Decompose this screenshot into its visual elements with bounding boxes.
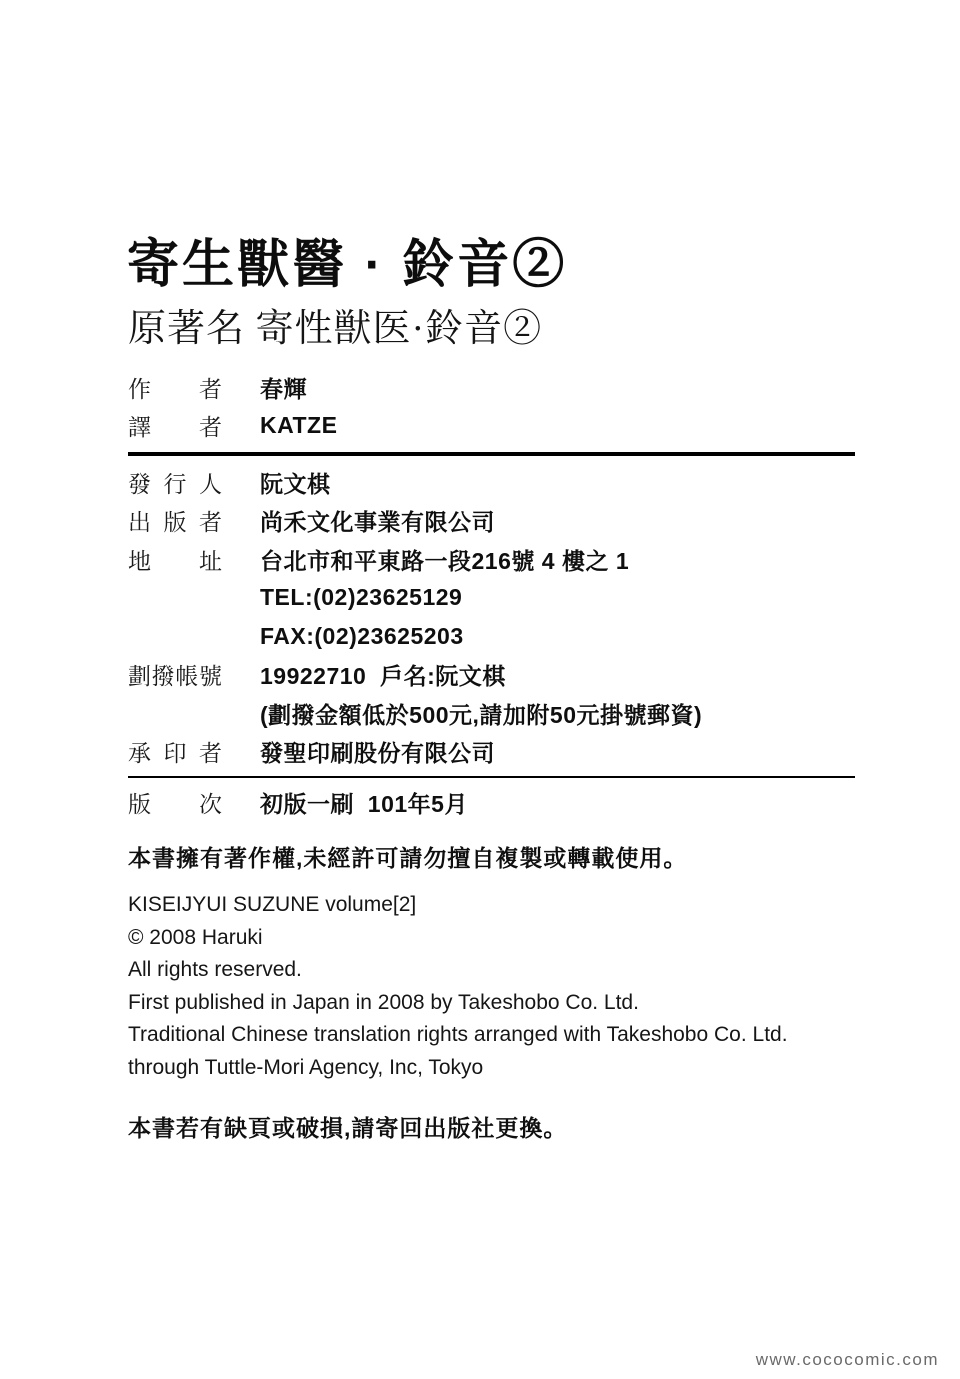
field-label: 發 行 人 — [128, 470, 222, 497]
copyright-line-first-published: First published in Japan in 2008 by Takeshobo Co. Ltd. — [128, 990, 639, 1014]
colophon-row-translator — [128, 407, 855, 446]
field-value: 初版一刷 101年5月 — [260, 790, 468, 817]
colophon-row-author — [128, 368, 855, 407]
colophon-row-printer — [128, 733, 855, 772]
field-value: (劃撥金額低於500元,請加附50元掛號郵資) — [260, 701, 703, 728]
copyright-line-title: KISEIJYUI SUZUNE volume[2] — [128, 893, 417, 916]
colophon-row-publishing-company — [128, 502, 855, 541]
book-title: 寄生獸醫 · 鈴音② — [127, 236, 568, 294]
field-value: KATZE — [260, 412, 338, 439]
field-value: 19922710 戶名:阮文棋 — [260, 663, 506, 690]
copyright-line-rights: All rights reserved. — [128, 958, 302, 981]
copyright-line-translation-rights: Traditional Chinese translation rights arranged with Takeshobo Co. Ltd. — [128, 1023, 788, 1046]
copyright-block — [128, 840, 888, 1084]
colophon-row-edition — [128, 783, 855, 822]
colophon-row-tel — [128, 579, 855, 618]
field-value: 發聖印刷股份有限公司 — [260, 740, 495, 767]
copyright-line-year: © 2008 Haruki — [128, 925, 263, 949]
field-value: 尚禾文化事業有限公司 — [260, 509, 495, 536]
colophon-row-postal-account — [128, 656, 855, 695]
field-label: 地 址 — [128, 547, 222, 574]
colophon-row-fax — [128, 617, 855, 656]
colophon-table — [128, 368, 855, 822]
colophon-row-address — [128, 540, 855, 579]
field-label: 出 版 者 — [128, 509, 222, 536]
divider-rule-bottom — [128, 776, 855, 778]
replacement-notice-zh: 本書若有缺頁或破損,請寄回出版社更換。 — [128, 1115, 568, 1141]
original-title: 原著名 寄性獣医·鈴音② — [128, 308, 543, 350]
copyright-statement-zh: 本書擁有著作權,未經許可請勿擅自複製或轉載使用。 — [128, 845, 688, 871]
field-value: 台北市和平東路一段216號 4 樓之 1 — [260, 547, 630, 574]
field-value: 春輝 — [260, 375, 307, 402]
field-value: 阮文棋 — [260, 470, 331, 497]
field-label: 譯 者 — [128, 414, 222, 441]
field-label: 作 者 — [128, 375, 222, 402]
field-value: TEL:(02)23625129 — [260, 584, 463, 611]
colophon-row-postal-note — [128, 694, 855, 733]
website-watermark: www.cococomic.com — [755, 1350, 939, 1369]
copyright-line-agency: through Tuttle-Mori Agency, Inc, Tokyo — [128, 1055, 484, 1079]
field-value: FAX:(02)23625203 — [260, 622, 464, 649]
divider-rule-top — [128, 452, 855, 456]
colophon-row-publisher-person — [128, 463, 855, 502]
field-label: 劃撥帳號 — [128, 663, 222, 690]
field-label: 版 次 — [128, 790, 222, 817]
field-label: 承 印 者 — [128, 740, 222, 767]
